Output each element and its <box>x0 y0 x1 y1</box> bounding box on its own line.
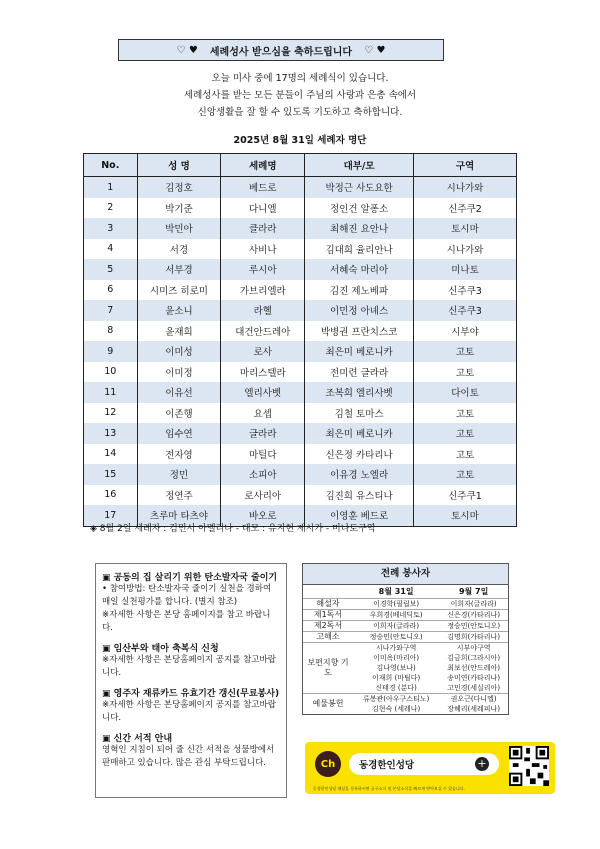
roster-cell: 이존행 <box>137 403 221 424</box>
roster-cell: 최은미 베로니카 <box>305 341 414 362</box>
roster-cell: 정인건 알퐁소 <box>305 198 414 219</box>
roster-cell: 5 <box>84 259 138 280</box>
table-row <box>84 444 517 465</box>
roster-cell: 시부야 <box>414 321 517 342</box>
table-row <box>84 239 517 260</box>
add-channel-icon[interactable]: + <box>475 757 489 771</box>
kakao-channel-ad[interactable] <box>305 742 555 794</box>
table-row <box>84 321 517 342</box>
roster-cell: 신은정 카타리나 <box>305 444 414 465</box>
roster-cell: 미나토 <box>414 259 517 280</box>
server-name: 김금희(그라시아) <box>447 654 501 662</box>
roster-cell: 시나가와 <box>414 239 517 260</box>
servers-names <box>439 643 508 694</box>
roster-cell: 서경 <box>137 239 221 260</box>
roster-cell: 이미정 <box>137 362 221 383</box>
roster-cell: 16 <box>84 485 138 506</box>
roster-cell: 김진 제노베파 <box>305 280 414 301</box>
roster-cell: 바오로 <box>221 505 305 526</box>
roster-cell: 토시마 <box>414 505 517 526</box>
ad-footer-text: 동경한인성당 채널을 등록하시면 공구소식 및 본당소식을 빠르게 받아보실 수 있습니다. <box>313 786 465 791</box>
server-name: 정승민(안토니오) <box>369 633 423 641</box>
servers-names <box>353 694 439 715</box>
roster-cell: 전자영 <box>137 444 221 465</box>
roster-cell: 서부경 <box>137 259 221 280</box>
roster-cell: 이영훈 베드로 <box>305 505 414 526</box>
additional-baptism-note: ◈ 8월 2일 세례자 : 김민서 아멜리나 - 대모 : 유지현 제시카 - 미나토구역 <box>90 524 376 534</box>
roster-cell: 김대희 율리안나 <box>305 239 414 260</box>
roster-cell: 윤소니 <box>137 300 221 321</box>
table-row <box>84 423 517 444</box>
table-row <box>84 362 517 383</box>
roster-header: 성 명 <box>137 154 221 177</box>
roster-cell: 박기준 <box>137 198 221 219</box>
roster-cell: 서혜숙 마리아 <box>305 259 414 280</box>
notice-title: ▣ 신간 서적 안내 <box>102 734 173 744</box>
servers-row <box>303 599 508 610</box>
server-name: 우희경(베네딕토) <box>369 611 423 619</box>
roster-cell: 박민아 <box>137 218 221 239</box>
date-header: 9월 7일 <box>458 587 489 596</box>
roster-cell: 전미련 글라라 <box>305 362 414 383</box>
notice-line: ※자세한 사항은 본당홈페이지 공지를 참고바랍니다. <box>102 655 276 678</box>
servers-names <box>439 632 508 643</box>
roster-cell: 가브리엘라 <box>221 280 305 301</box>
table-row <box>84 259 517 280</box>
table-row <box>84 485 517 506</box>
roster-cell: 15 <box>84 464 138 485</box>
roster-cell: 김정호 <box>137 177 221 198</box>
roster-cell: 대건안드레아 <box>221 321 305 342</box>
server-name: 이경학(필립보) <box>373 600 420 608</box>
heart-icon-left: ♡ ♥ <box>176 44 198 56</box>
roster-header: 구역 <box>414 154 517 177</box>
server-name: 장혜리(세레피나) <box>447 705 501 713</box>
roster-cell: 박병권 프란치스코 <box>305 321 414 342</box>
roster-cell: 12 <box>84 403 138 424</box>
table-row <box>84 218 517 239</box>
servers-row <box>303 632 508 643</box>
server-name: 정승민(안토니오) <box>447 622 501 630</box>
table-row <box>84 341 517 362</box>
roster-cell: 6 <box>84 280 138 301</box>
servers-role: 해설자 <box>316 599 340 608</box>
servers-names <box>439 621 508 632</box>
table-row <box>84 382 517 403</box>
roster-cell: 요셉 <box>221 403 305 424</box>
server-name: 이희자(글라라) <box>373 622 420 630</box>
server-name: 권오근(다니엘) <box>450 695 497 703</box>
roster-cell: 8 <box>84 321 138 342</box>
roster-cell: 정연주 <box>137 485 221 506</box>
banner-title: 세례성사 받으심을 축하드립니다 <box>209 46 353 58</box>
servers-table <box>303 585 508 714</box>
roster-cell: 신주쿠3 <box>414 300 517 321</box>
table-row <box>84 198 517 219</box>
roster-cell: 이유경 노엘라 <box>305 464 414 485</box>
servers-row <box>303 643 508 694</box>
roster-cell: 시미즈 히로미 <box>137 280 221 301</box>
qr-code-icon[interactable] <box>509 746 549 786</box>
roster-cell: 사비나 <box>221 239 305 260</box>
roster-cell: 신주쿠1 <box>414 485 517 506</box>
roster-cell: 4 <box>84 239 138 260</box>
server-name: 고민경(세실리아) <box>447 684 501 692</box>
date-header: 8월 31일 <box>378 587 414 596</box>
servers-role: 제2독서 <box>313 621 343 630</box>
roster-cell: 9 <box>84 341 138 362</box>
roster-table <box>83 153 517 527</box>
roster-cell: 17 <box>84 505 138 526</box>
servers-names <box>353 610 439 621</box>
servers-row <box>303 621 508 632</box>
server-name: 최보선(안드레아) <box>447 664 501 672</box>
roster-title: 2025년 8월 31일 세례자 명단 <box>233 135 367 146</box>
server-name: 송미연(카타리나) <box>447 674 501 682</box>
server-name: 이희자(글라라) <box>450 600 497 608</box>
servers-names <box>353 643 439 694</box>
roster-cell: 박정근 사도요한 <box>305 177 414 198</box>
roster-cell: 이미성 <box>137 341 221 362</box>
roster-cell: 이유선 <box>137 382 221 403</box>
roster-cell: 다니엘 <box>221 198 305 219</box>
servers-names <box>439 610 508 621</box>
notice-line: ※자세한 사항은 본당 홈페이지를 참고 바랍니다. <box>102 610 271 633</box>
notice-line: 영혁인 지침이 되어 줄 신간 서적을 성물방에서 판매하고 있습니다. 많은 관심 부탁드립니다. <box>102 745 275 768</box>
roster-cell: 로사 <box>221 341 305 362</box>
roster-cell: 라헬 <box>221 300 305 321</box>
server-name: 류봉관(아우구스티노) <box>362 695 430 703</box>
servers-names <box>439 694 508 715</box>
roster-cell: 루시아 <box>221 259 305 280</box>
servers-title: 전례 봉사자 <box>303 564 508 585</box>
table-row <box>84 464 517 485</box>
roster-cell: 츠루마 타츠야 <box>137 505 221 526</box>
server-name: 시부야구역 <box>456 644 491 652</box>
servers-role: 보편지향 기 도 <box>307 658 349 677</box>
roster-cell: 소피아 <box>221 464 305 485</box>
servers-names <box>353 632 439 643</box>
server-name: 김현숙 (세레나) <box>372 705 421 713</box>
roster-cell: 마리스텔라 <box>221 362 305 383</box>
roster-cell: 14 <box>84 444 138 465</box>
roster-cell: 신주쿠2 <box>414 198 517 219</box>
roster-cell: 글라라 <box>221 423 305 444</box>
roster-header: No. <box>84 154 138 177</box>
server-name: 김명희(가타리나) <box>447 633 501 641</box>
servers-role: 예물봉헌 <box>312 699 344 708</box>
server-name: 신태경 (분다) <box>375 684 417 692</box>
roster-cell: 고토 <box>414 362 517 383</box>
roster-cell: 정민 <box>137 464 221 485</box>
heart-icon-right: ♡ ♥ <box>364 44 386 56</box>
server-name: 시나가와구역 <box>375 644 417 652</box>
server-name: 신은경(카타리나) <box>447 611 501 619</box>
servers-row <box>303 694 508 715</box>
intro-text <box>0 70 600 121</box>
roster-cell: 토시마 <box>414 218 517 239</box>
table-row <box>84 300 517 321</box>
roster-cell: 2 <box>84 198 138 219</box>
roster-cell: 김철 토마스 <box>305 403 414 424</box>
roster-cell: 엘리사벳 <box>221 382 305 403</box>
notice-line: • 참여방법: 탄소발자국 줄이기 실천을 경하여 매일 실천평가를 합니다. (별지 참조) <box>102 584 272 607</box>
roster-cell: 마틸다 <box>221 444 305 465</box>
roster-cell: 신주쿠3 <box>414 280 517 301</box>
roster-cell: 고토 <box>414 423 517 444</box>
roster-cell: 베드로 <box>221 177 305 198</box>
roster-cell: 고토 <box>414 341 517 362</box>
table-row <box>84 403 517 424</box>
roster-header: 대부/모 <box>305 154 414 177</box>
table-row <box>84 177 517 198</box>
notice-title: ▣ 영주자 재류카드 유효기간 갱신(무료봉사) <box>102 689 280 699</box>
roster-header: 세례명 <box>221 154 305 177</box>
servers-row <box>303 610 508 621</box>
server-name: 김나영(보나) <box>376 664 416 672</box>
channel-logo-icon: Ch <box>315 751 341 777</box>
roster-cell: 7 <box>84 300 138 321</box>
roster-cell: 임수연 <box>137 423 221 444</box>
roster-cell: 최해진 요안나 <box>305 218 414 239</box>
roster-cell: 11 <box>84 382 138 403</box>
liturgy-servers-panel <box>302 563 509 715</box>
table-row <box>84 280 517 301</box>
roster-cell: 시나가와 <box>414 177 517 198</box>
intro-line: 세례성사를 받는 모든 분들이 주님의 사랑과 은총 속에서 <box>183 90 417 101</box>
notice-box <box>95 563 287 798</box>
servers-names <box>353 621 439 632</box>
roster-cell: 이민정 아녜스 <box>305 300 414 321</box>
roster-cell: 1 <box>84 177 138 198</box>
roster-cell: 13 <box>84 423 138 444</box>
server-name: 이미옥(마리아) <box>373 654 420 662</box>
notice-line: ※자세한 사항은 본당홈페이지 공지를 참고바랍니다. <box>102 700 276 723</box>
server-name: 이재희 (마틸다) <box>372 674 421 682</box>
intro-line: 오늘 미사 중에 17명의 세례식이 있습니다. <box>211 73 389 84</box>
roster-cell: 로사리아 <box>221 485 305 506</box>
title-banner <box>118 39 444 61</box>
roster-cell: 김진희 유스티나 <box>305 485 414 506</box>
servers-names <box>439 599 508 610</box>
roster-cell: 10 <box>84 362 138 383</box>
servers-names <box>353 599 439 610</box>
roster-cell: 최은미 베로니카 <box>305 423 414 444</box>
servers-role: 제1독서 <box>313 610 343 619</box>
roster-cell: 고토 <box>414 403 517 424</box>
roster-cell: 다이토 <box>414 382 517 403</box>
roster-cell: 고토 <box>414 464 517 485</box>
roster-cell: 3 <box>84 218 138 239</box>
notice-title: ▣ 임산부와 태아 축복식 신청 <box>102 644 219 654</box>
roster-cell: 조복희 엘리사벳 <box>305 382 414 403</box>
notice-title: ▣ 공동의 집 살리기 위한 탄소발자국 줄이기 <box>102 573 278 583</box>
roster-cell: 윤재희 <box>137 321 221 342</box>
channel-name[interactable]: 동경한인성당 <box>349 753 499 775</box>
roster-cell: 클라라 <box>221 218 305 239</box>
roster-cell: 고토 <box>414 444 517 465</box>
servers-role: 고해소 <box>316 632 340 641</box>
intro-line: 신앙생활을 잘 할 수 있도록 기도하고 축하합니다. <box>197 107 403 118</box>
